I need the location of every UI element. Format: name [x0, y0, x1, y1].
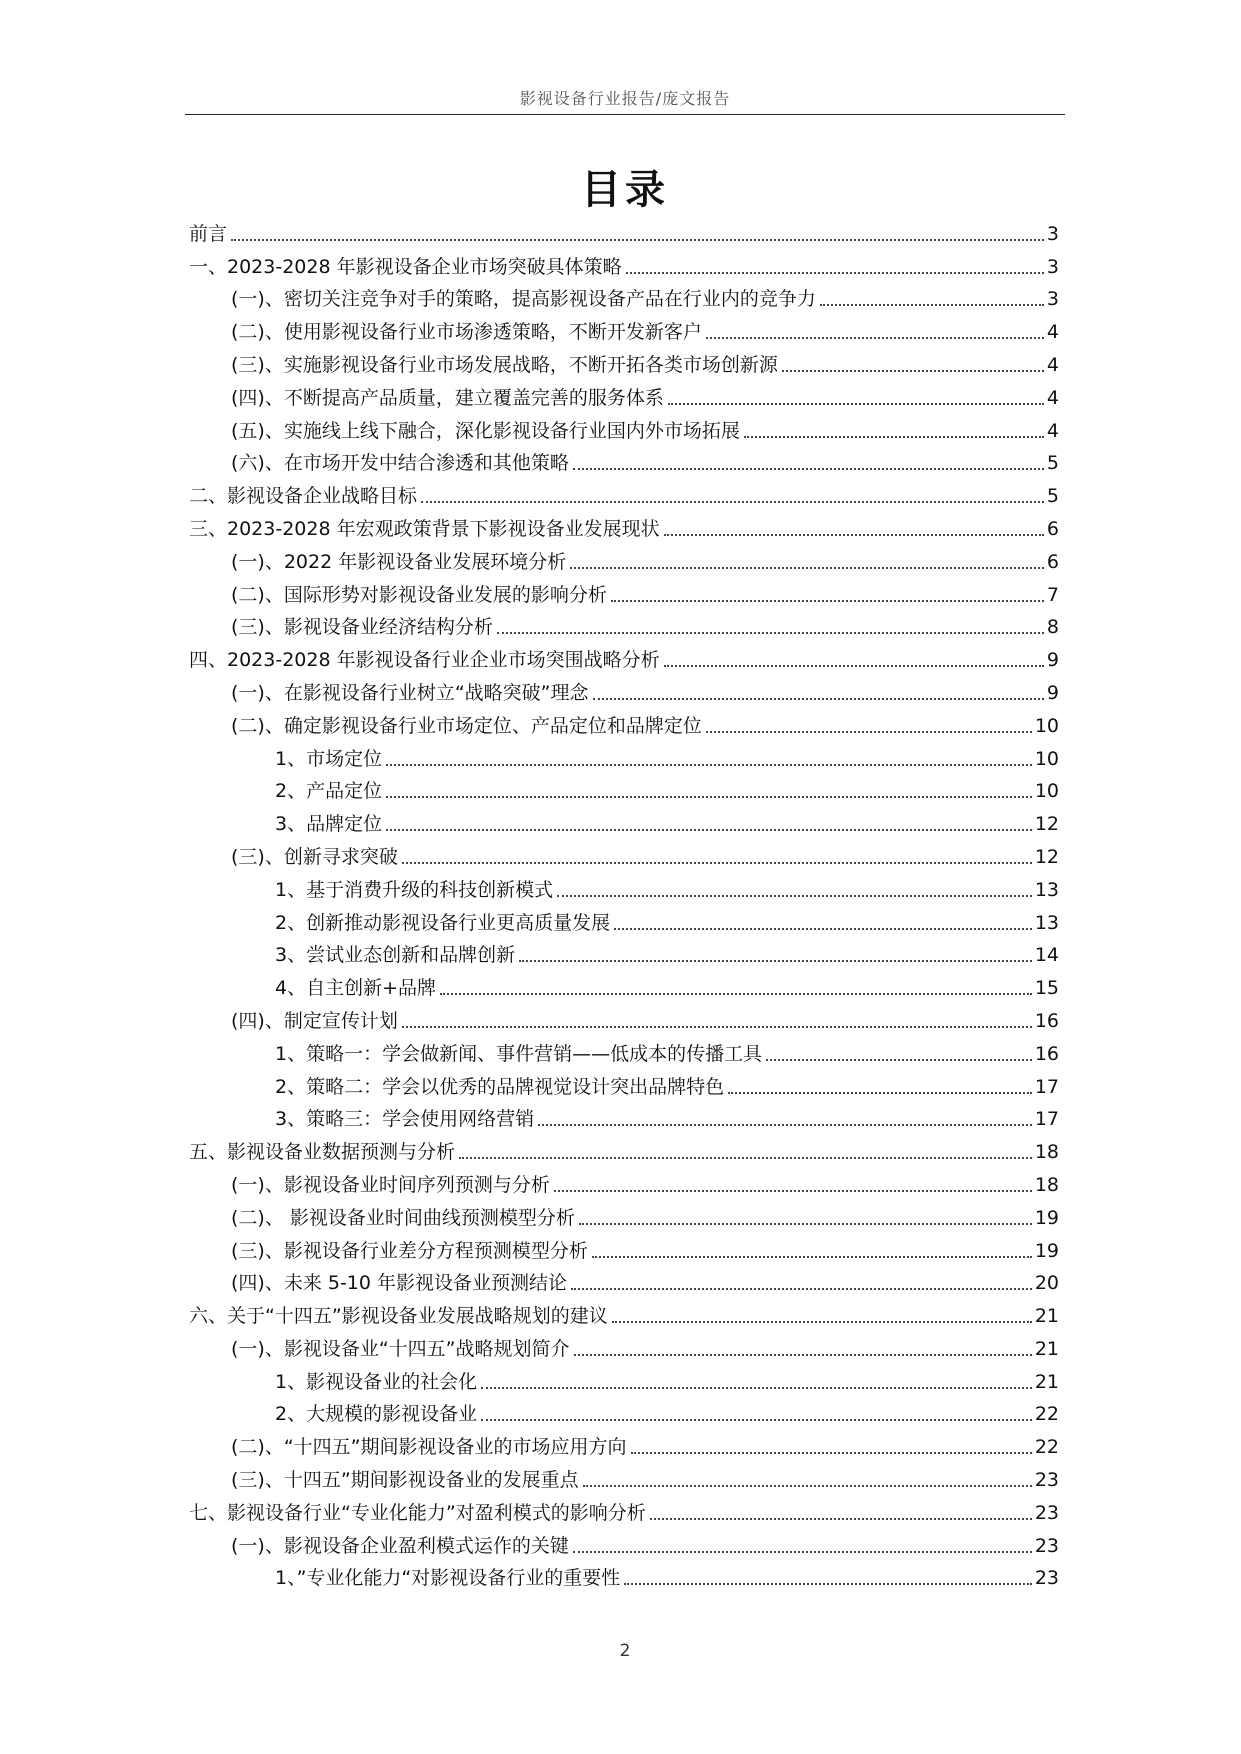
- toc-entry[interactable]: [189, 674, 1059, 707]
- toc-entry-title: 1、策略一：学会做新闻、事件营销——低成本的传播工具: [275, 1042, 763, 1065]
- dot-leader: [440, 993, 1032, 995]
- dot-leader: [481, 1419, 1032, 1421]
- toc-entry[interactable]: [189, 412, 1059, 445]
- dot-leader: [402, 1026, 1032, 1028]
- toc-entry-page: 22: [1034, 1436, 1059, 1459]
- toc-entry[interactable]: [189, 445, 1059, 478]
- toc-entry-page: 13: [1034, 911, 1059, 934]
- toc-entry-title: (一)、影视设备企业盈利模式运作的关键: [231, 1534, 569, 1557]
- toc-entry-page: 8: [1046, 616, 1059, 639]
- toc-entry-page: 18: [1034, 1173, 1059, 1196]
- toc-entry-page: 3: [1046, 255, 1059, 278]
- toc-entry[interactable]: [189, 1035, 1059, 1068]
- dot-leader: [421, 501, 1044, 503]
- toc-entry-title: (三)、实施影视设备行业市场发展战略，不断开拓各类市场创新源: [231, 353, 778, 376]
- toc-entry[interactable]: [189, 937, 1059, 970]
- dot-leader: [481, 1387, 1032, 1389]
- dot-leader: [386, 764, 1032, 766]
- toc-entry-page: 10: [1034, 780, 1059, 803]
- toc-entry-title: 五、影视设备业数据预测与分析: [189, 1141, 456, 1164]
- toc-entry-title: 四、2023-2028 年影视设备行业企业市场突围战略分析: [189, 649, 660, 672]
- toc-entry[interactable]: [189, 1494, 1059, 1527]
- toc-entry-page: 21: [1034, 1305, 1059, 1328]
- toc-entry-page: 23: [1034, 1501, 1059, 1524]
- dot-leader: [668, 403, 1044, 405]
- toc-entry-title: 3、尝试业态创新和品牌创新: [275, 944, 516, 967]
- toc-entry-title: (二)、确定影视设备行业市场定位、产品定位和品牌定位: [231, 714, 702, 737]
- toc-entry-page: 4: [1046, 419, 1059, 442]
- toc-entry-page: 14: [1034, 944, 1059, 967]
- toc-entry-page: 9: [1046, 681, 1059, 704]
- toc-entry-page: 4: [1046, 321, 1059, 344]
- dot-leader: [614, 928, 1032, 930]
- toc-entry-page: 23: [1034, 1469, 1059, 1492]
- toc-entry-title: 1、”专业化能力“对影视设备行业的重要性: [275, 1567, 621, 1590]
- toc-entry[interactable]: [189, 871, 1059, 904]
- dot-leader: [612, 1321, 1032, 1323]
- toc-entry-page: 23: [1034, 1534, 1059, 1557]
- toc-entry-title: 4、自主创新+品牌: [275, 977, 437, 1000]
- toc-entry-page: 13: [1034, 878, 1059, 901]
- toc-entry-page: 10: [1034, 714, 1059, 737]
- toc-entry[interactable]: [189, 281, 1059, 314]
- dot-leader: [497, 632, 1044, 634]
- running-header: 影视设备行业报告/庞文报告: [519, 89, 731, 108]
- toc-entry[interactable]: [189, 1133, 1059, 1166]
- toc-entry-title: (四)、制定宣传计划: [231, 1009, 398, 1032]
- toc-entry[interactable]: [189, 1232, 1059, 1265]
- toc-entry-page: 17: [1034, 1108, 1059, 1131]
- toc-entry-page: 21: [1034, 1337, 1059, 1360]
- toc-entry-title: (六)、在市场开发中结合渗透和其他策略: [231, 452, 569, 475]
- toc-entry-title: (一)、2022 年影视设备业发展环境分析: [231, 550, 567, 573]
- toc-entry-title: 2、产品定位: [275, 780, 383, 803]
- toc-entry-title: (三)、创新寻求突破: [231, 845, 398, 868]
- toc-entry-title: (三)、十四五”期间影视设备业的发展重点: [231, 1469, 579, 1492]
- dot-leader: [574, 1354, 1032, 1356]
- toc-entry[interactable]: [189, 1068, 1059, 1101]
- dot-leader: [592, 1256, 1032, 1258]
- toc-entry-page: 21: [1034, 1370, 1059, 1393]
- toc-entry[interactable]: [189, 805, 1059, 838]
- dot-leader: [664, 665, 1044, 667]
- toc-entry-title: (一)、密切关注竞争对手的策略，提高影视设备产品在行业内的竞争力: [231, 288, 816, 311]
- toc-entry[interactable]: [189, 1363, 1059, 1396]
- dot-leader: [573, 1551, 1032, 1553]
- dot-leader: [631, 1452, 1032, 1454]
- dot-leader: [386, 796, 1032, 798]
- dot-leader: [554, 1190, 1032, 1192]
- toc-entry[interactable]: [189, 477, 1059, 510]
- toc-entry[interactable]: [189, 1527, 1059, 1560]
- toc-entry[interactable]: [189, 1560, 1059, 1593]
- toc-entry-page: 16: [1034, 1042, 1059, 1065]
- toc-entry[interactable]: [189, 1002, 1059, 1035]
- toc-entry-page: 23: [1034, 1567, 1059, 1590]
- toc-entry[interactable]: [189, 1166, 1059, 1199]
- dot-leader: [650, 1518, 1032, 1520]
- toc-entry-title: 三、2023-2028 年宏观政策背景下影视设备业发展现状: [189, 517, 660, 540]
- toc-entry-page: 19: [1034, 1206, 1059, 1229]
- toc-entry-title: 2、大规模的影视设备业: [275, 1403, 478, 1426]
- toc-entry[interactable]: [189, 969, 1059, 1002]
- toc-entry-page: 4: [1046, 353, 1059, 376]
- toc-entry[interactable]: [189, 740, 1059, 773]
- toc-entry[interactable]: [189, 1428, 1059, 1461]
- toc-entry-title: (三)、影视设备业经济结构分析: [231, 616, 493, 639]
- header-divider: [185, 114, 1065, 115]
- dot-leader: [766, 1059, 1032, 1061]
- toc-entry[interactable]: [189, 838, 1059, 871]
- dot-leader: [538, 1124, 1032, 1126]
- dot-leader: [231, 239, 1044, 241]
- dot-leader: [626, 272, 1044, 274]
- toc-entry[interactable]: [189, 773, 1059, 806]
- dot-leader: [706, 337, 1044, 339]
- toc-entry[interactable]: [189, 707, 1059, 740]
- dot-leader: [611, 600, 1044, 602]
- toc-entry[interactable]: [189, 215, 1059, 248]
- toc-entry-title: (四)、未来 5-10 年影视设备业预测结论: [231, 1272, 568, 1295]
- toc-entry[interactable]: [189, 576, 1059, 609]
- page-title: 目录: [581, 166, 669, 213]
- dot-leader: [571, 1288, 1032, 1290]
- toc-entry-page: 17: [1034, 1075, 1059, 1098]
- toc-entry-title: 2、创新推动影视设备行业更高质量发展: [275, 911, 611, 934]
- toc-entry[interactable]: [189, 641, 1059, 674]
- toc-entry-title: (二)、国际形势对影视设备业发展的影响分析: [231, 583, 607, 606]
- toc-entry-title: 3、策略三：学会使用网络营销: [275, 1108, 535, 1131]
- toc-entry-title: (一)、在影视设备行业树立“战略突破”理念: [231, 681, 589, 704]
- toc-entry[interactable]: [189, 1396, 1059, 1429]
- toc-entry-page: 7: [1046, 583, 1059, 606]
- toc-entry-title: 七、影视设备行业“专业化能力”对盈利模式的影响分析: [189, 1501, 646, 1524]
- toc-entry-title: (一)、影视设备业时间序列预测与分析: [231, 1173, 550, 1196]
- toc-entry[interactable]: [189, 1265, 1059, 1298]
- toc-entry-title: (四)、不断提高产品质量，建立覆盖完善的服务体系: [231, 386, 664, 409]
- toc-entry-title: 六、关于“十四五”影视设备业发展战略规划的建议: [189, 1305, 608, 1328]
- toc-entry[interactable]: [189, 313, 1059, 346]
- toc-entry-title: 一、2023-2028 年影视设备企业市场突破具体策略: [189, 255, 622, 278]
- dot-leader: [820, 304, 1044, 306]
- dot-leader: [573, 468, 1044, 470]
- toc-entry-page: 20: [1034, 1272, 1059, 1295]
- toc-entry-page: 5: [1046, 485, 1059, 508]
- toc-entry-title: 二、影视设备企业战略目标: [189, 485, 418, 508]
- toc-entry-page: 18: [1034, 1141, 1059, 1164]
- toc-entry-page: 12: [1034, 813, 1059, 836]
- toc-entry-title: (二)、使用影视设备行业市场渗透策略，不断开发新客户: [231, 321, 702, 344]
- dot-leader: [664, 534, 1044, 536]
- toc-entry-title: (二)、 影视设备业时间曲线预测模型分析: [231, 1206, 575, 1229]
- toc-entry[interactable]: [189, 1297, 1059, 1330]
- toc-entry[interactable]: [189, 1330, 1059, 1363]
- toc-entry[interactable]: [189, 609, 1059, 642]
- toc-entry-page: 9: [1046, 649, 1059, 672]
- toc-entry-title: 1、市场定位: [275, 747, 383, 770]
- page-number: 2: [619, 1641, 631, 1661]
- toc-entry-title: (二)、“十四五”期间影视设备业的市场应用方向: [231, 1436, 627, 1459]
- toc-entry-title: 2、策略二：学会以优秀的品牌视觉设计突出品牌特色: [275, 1075, 725, 1098]
- table-of-contents: [189, 215, 1059, 1592]
- toc-entry[interactable]: [189, 1101, 1059, 1134]
- toc-entry[interactable]: [189, 248, 1059, 281]
- dot-leader: [782, 370, 1044, 372]
- toc-entry-title: (五)、实施线上线下融合，深化影视设备行业国内外市场拓展: [231, 419, 740, 442]
- dot-leader: [579, 1223, 1032, 1225]
- toc-entry-page: 16: [1034, 1009, 1059, 1032]
- toc-entry-page: 4: [1046, 386, 1059, 409]
- toc-entry[interactable]: [189, 1199, 1059, 1232]
- toc-entry-page: 12: [1034, 845, 1059, 868]
- toc-entry-title: 3、品牌定位: [275, 813, 383, 836]
- dot-leader: [570, 567, 1044, 569]
- toc-entry[interactable]: [189, 904, 1059, 937]
- toc-entry[interactable]: [189, 543, 1059, 576]
- toc-entry-page: 22: [1034, 1403, 1059, 1426]
- toc-entry-title: (一)、影视设备业“十四五”战略规划简介: [231, 1337, 570, 1360]
- dot-leader: [386, 829, 1032, 831]
- toc-entry-page: 15: [1034, 977, 1059, 1000]
- toc-entry-page: 10: [1034, 747, 1059, 770]
- dot-leader: [728, 1092, 1032, 1094]
- dot-leader: [519, 960, 1032, 962]
- dot-leader: [402, 862, 1032, 864]
- toc-entry-title: 1、基于消费升级的科技创新模式: [275, 878, 554, 901]
- toc-entry-page: 3: [1046, 288, 1059, 311]
- dot-leader: [744, 436, 1044, 438]
- toc-entry[interactable]: [189, 346, 1059, 379]
- dot-leader: [459, 1157, 1032, 1159]
- toc-entry[interactable]: [189, 1461, 1059, 1494]
- toc-entry-page: 6: [1046, 517, 1059, 540]
- dot-leader: [706, 731, 1032, 733]
- toc-entry-page: 19: [1034, 1239, 1059, 1262]
- dot-leader: [557, 895, 1032, 897]
- toc-entry[interactable]: [189, 510, 1059, 543]
- dot-leader: [583, 1485, 1032, 1487]
- toc-entry-title: 前言: [189, 222, 228, 245]
- toc-entry-title: (三)、影视设备行业差分方程预测模型分析: [231, 1239, 588, 1262]
- toc-entry[interactable]: [189, 379, 1059, 412]
- toc-entry-page: 3: [1046, 222, 1059, 245]
- toc-entry-page: 6: [1046, 550, 1059, 573]
- toc-entry-title: 1、影视设备业的社会化: [275, 1370, 478, 1393]
- toc-entry-page: 5: [1046, 452, 1059, 475]
- dot-leader: [593, 698, 1044, 700]
- dot-leader: [624, 1583, 1032, 1585]
